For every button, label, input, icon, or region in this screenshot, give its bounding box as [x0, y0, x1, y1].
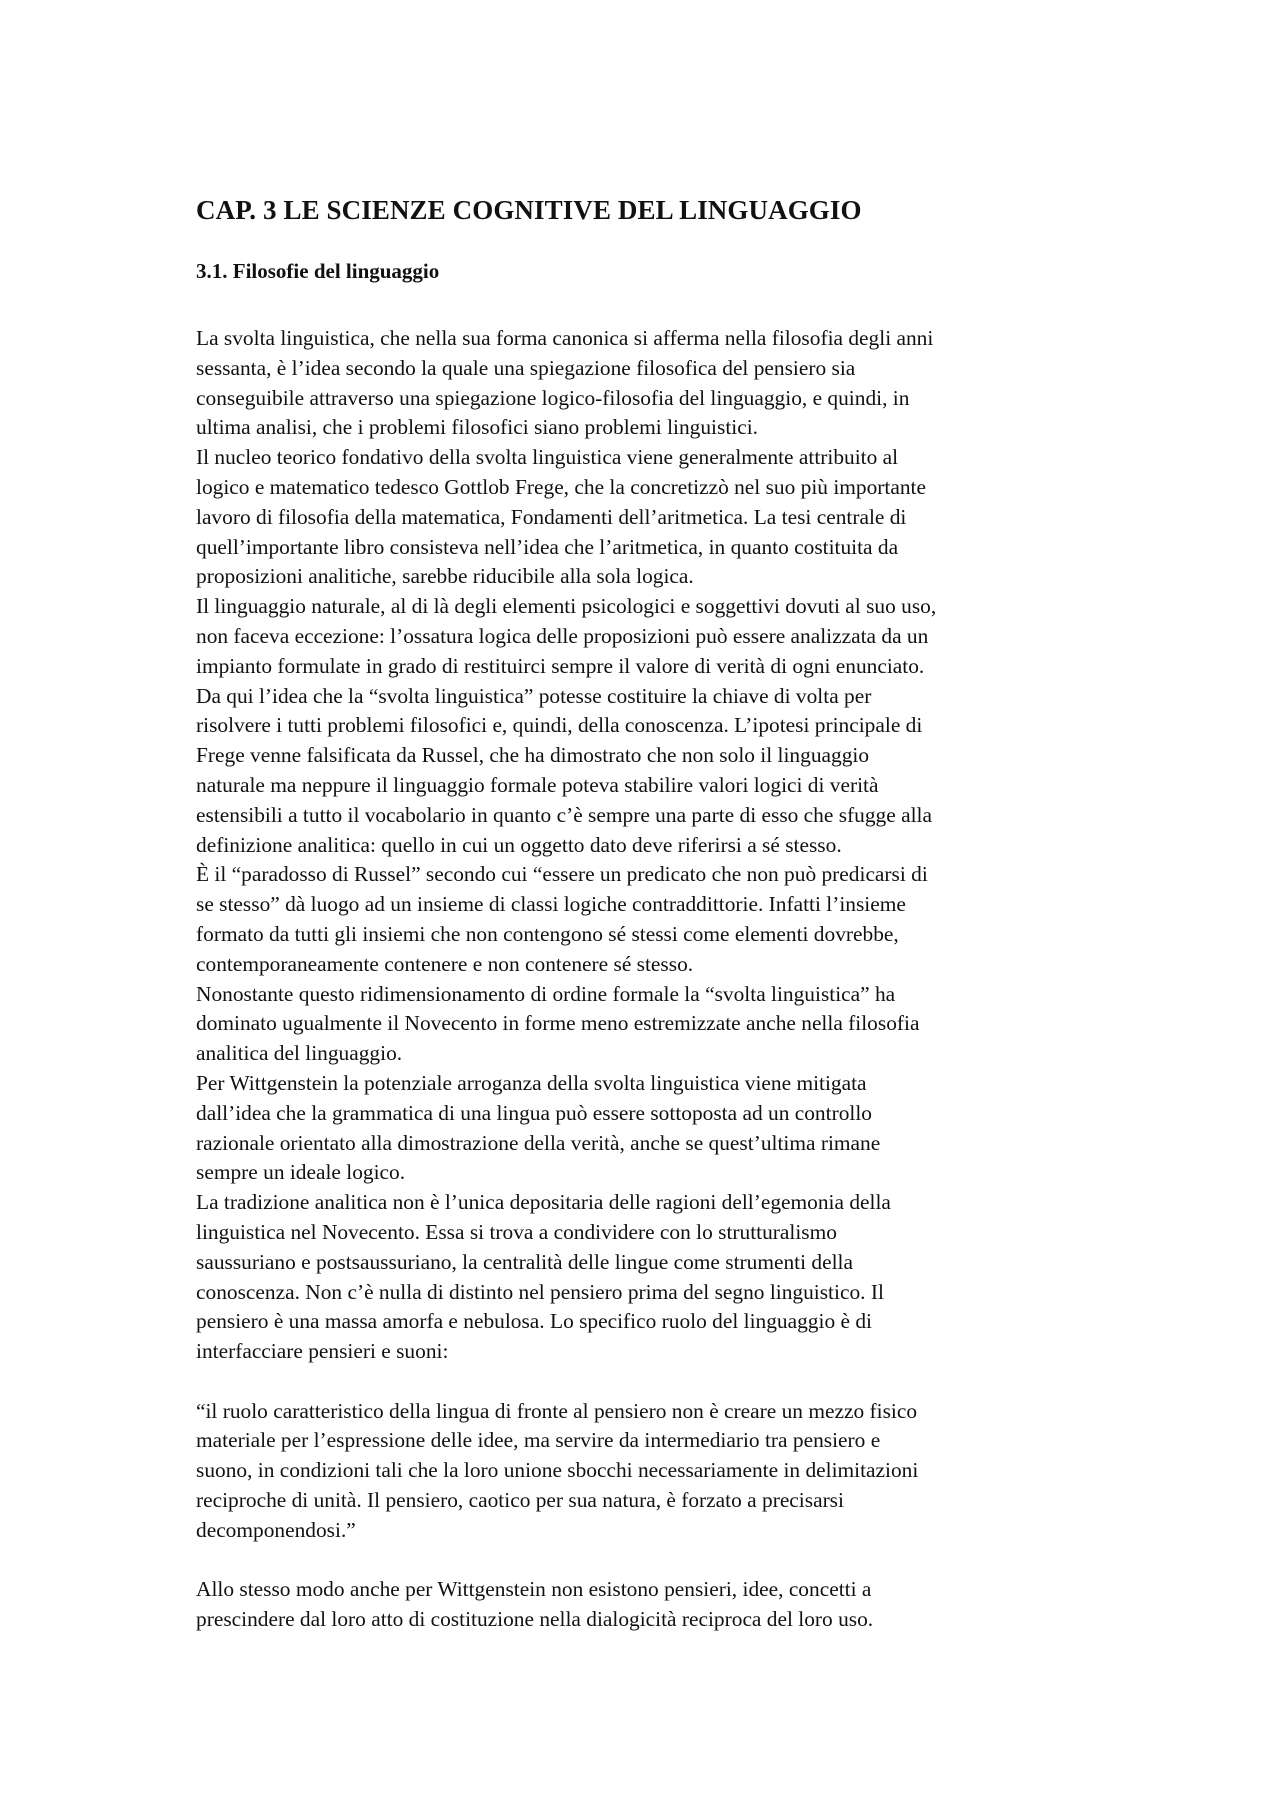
text-line: non faceva eccezione: l’ossatura logica delle proposizioni può essere analizzata da un: [196, 623, 929, 648]
document-page: [196, 192, 1096, 1635]
text-line: reciproche di unità. Il pensiero, caotico per sua natura, è forzato a precisarsi: [196, 1488, 844, 1513]
text-line: Da qui l’idea che la “svolta linguistica” potesse costituire la chiave di volta per: [196, 683, 872, 708]
text-line: se stesso” dà luogo ad un insieme di classi logiche contraddittorie. Infatti l’insieme: [196, 892, 906, 917]
text-line: Per Wittgenstein la potenziale arroganza della svolta linguistica viene mitigata: [196, 1070, 867, 1095]
text-line: Il nucleo teorico fondativo della svolta linguistica viene generalmente attribuito al: [196, 445, 899, 470]
paragraph-wittgenstein: [196, 1069, 1096, 1188]
text-line: dall’idea che la grammatica di una lingua può essere sottoposta ad un controllo: [196, 1100, 872, 1125]
text-line: Allo stesso modo anche per Wittgenstein non esistono pensieri, idee, concetti a: [196, 1577, 872, 1602]
text-line: estensibili a tutto il vocabolario in quanto c’è sempre una parte di esso che sfugge alla: [196, 802, 932, 827]
text-line: definizione analitica: quello in cui un oggetto dato deve riferirsi a sé stesso.: [196, 832, 842, 857]
paragraph-tradizione-analitica: [196, 1188, 1096, 1367]
text-line: logico e matematico tedesco Gottlob Frege, che la concretizzò nel suo più importante: [196, 474, 926, 499]
paragraph-svolta-linguistica: [196, 324, 1096, 443]
section-title: 3.1. Filosofie del linguaggio: [196, 259, 440, 283]
text-line: lavoro di filosofia della matematica, Fondamenti dell’aritmetica. La tesi centrale di: [196, 504, 907, 529]
text-line: razionale orientato alla dimostrazione della verità, anche se quest’ultima rimane: [196, 1130, 881, 1155]
text-line: ultima analisi, che i problemi filosofici siano problemi linguistici.: [196, 415, 758, 440]
text-line: prescindere dal loro atto di costituzione nella dialogicità reciproca del loro uso.: [196, 1607, 874, 1632]
text-line: interfacciare pensieri e suoni:: [196, 1339, 449, 1364]
paragraph-spacer: [196, 1367, 1096, 1397]
paragraph-spacer: [196, 1546, 1096, 1576]
text-line: La svolta linguistica, che nella sua forma canonica si afferma nella filosofia degli anni: [196, 326, 934, 350]
body-text: [196, 324, 1096, 1635]
paragraph-frege: [196, 443, 1096, 592]
text-line: È il “paradosso di Russel” secondo cui “essere un predicato che non può predicarsi di: [196, 862, 928, 887]
paragraph-paradosso-russel: [196, 860, 1096, 979]
text-line: materiale per l’espressione delle idee, ma servire da intermediario tra pensiero e: [196, 1428, 881, 1453]
paragraph-conclusion: [196, 1575, 1096, 1635]
text-line: quell’importante libro consisteva nell’idea che l’aritmetica, in quanto costituita da: [196, 534, 899, 559]
text-line: proposizioni analitiche, sarebbe riducibile alla sola logica.: [196, 564, 694, 589]
text-line: saussuriano e postsaussuriano, la centralità delle lingue come strumenti della: [196, 1249, 853, 1274]
text-line: conoscenza. Non c’è nulla di distinto nel pensiero prima del segno linguistico. Il: [196, 1279, 884, 1304]
text-line: sempre un ideale logico.: [196, 1160, 406, 1185]
text-line: naturale ma neppure il linguaggio formale poteva stabilire valori logici di verità: [196, 772, 879, 797]
text-line: dominato ugualmente il Novecento in forme meno estremizzate anche nella filosofia: [196, 1011, 920, 1036]
text-line: analitica del linguaggio.: [196, 1041, 403, 1066]
text-line: linguistica nel Novecento. Essa si trova a condividere con lo strutturalismo: [196, 1219, 837, 1244]
text-line: Nonostante questo ridimensionamento di ordine formale la “svolta linguistica” ha: [196, 981, 896, 1006]
text-line: decomponendosi.”: [196, 1517, 356, 1542]
text-line: Frege venne falsificata da Russel, che ha dimostrato che non solo il linguaggio: [196, 743, 870, 768]
text-line: risolvere i tutti problemi filosofici e, quindi, della conoscenza. L’ipotesi principale di: [196, 713, 923, 738]
text-line: impianto formulate in grado di restituirci sempre il valore di verità di ogni enunciato.: [196, 653, 925, 678]
text-line: contemporaneamente contenere e non contenere sé stesso.: [196, 951, 694, 976]
paragraph-novecento: [196, 980, 1096, 1069]
text-line: conseguibile attraverso una spiegazione logico-filosofia del linguaggio, e quindi, in: [196, 385, 910, 410]
text-line: sessanta, è l’idea secondo la quale una spiegazione filosofica del pensiero sia: [196, 355, 856, 380]
text-line: formato da tutti gli insiemi che non contengono sé stessi come elementi dovrebbe,: [196, 921, 899, 946]
text-line: “il ruolo caratteristico della lingua di fronte al pensiero non è creare un mezzo fisico: [196, 1398, 918, 1423]
quotation: [196, 1397, 1096, 1546]
chapter-title: CAP. 3 LE SCIENZE COGNITIVE DEL LINGUAGGIO: [196, 195, 862, 225]
text-line: Il linguaggio naturale, al di là degli elementi psicologici e soggettivi dovuti al suo uso,: [196, 594, 937, 619]
text-line: suono, in condizioni tali che la loro unione sbocchi necessariamente in delimitazioni: [196, 1458, 919, 1483]
text-line: La tradizione analitica non è l’unica depositaria delle ragioni dell’egemonia della: [196, 1190, 891, 1215]
paragraph-linguaggio-naturale: [196, 592, 1096, 860]
text-line: pensiero è una massa amorfa e nebulosa. Lo specifico ruolo del linguaggio è di: [196, 1309, 872, 1334]
